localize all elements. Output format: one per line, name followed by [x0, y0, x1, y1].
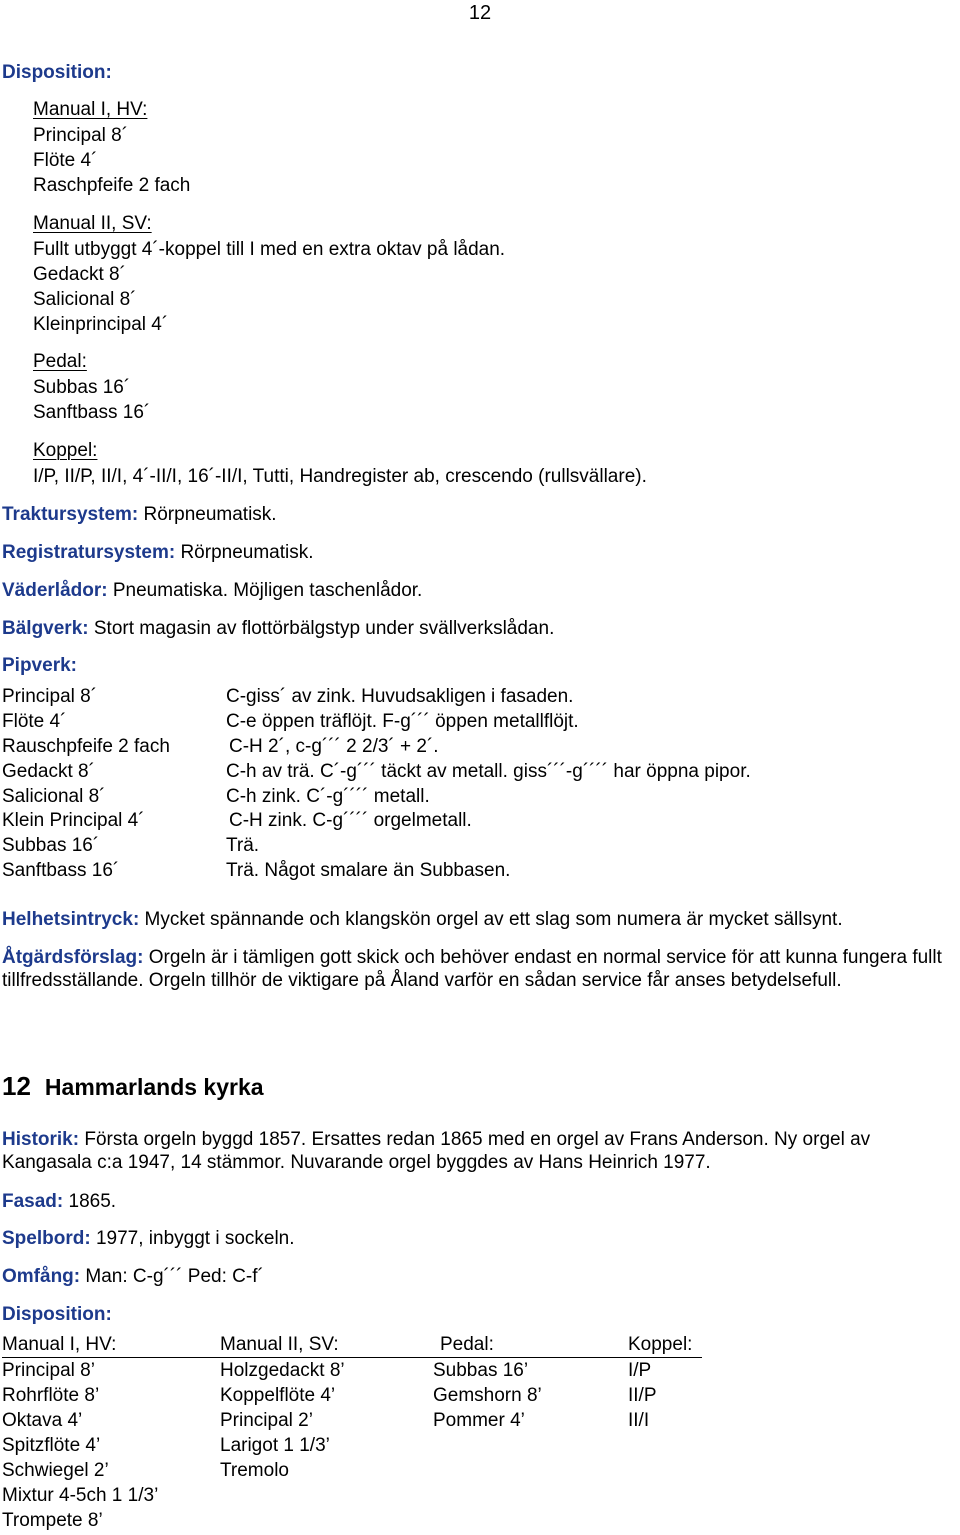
- pipverk-stop: Gedackt 8´: [2, 761, 95, 782]
- pipverk-desc: C-e öppen träflöjt. F-g´´´ öppen metallflöjt.: [226, 711, 579, 732]
- manual2-heading: Manual II, SV:: [33, 213, 152, 234]
- manual1-stop: Principal 8´: [33, 125, 129, 146]
- pedal-stop: Subbas 16´: [33, 377, 131, 398]
- spelbord-text: 1977, inbyggt i sockeln.: [90, 1228, 295, 1249]
- manual1-stop: Flöte 4´: [33, 150, 98, 171]
- stop-item: Oktava 4’: [2, 1410, 83, 1431]
- koppel-heading: Koppel:: [33, 440, 98, 461]
- pipverk-label: Pipverk:: [2, 655, 77, 676]
- section-title: Hammarlands kyrka: [44, 1074, 264, 1100]
- spelbord-label: Spelbord:: [2, 1228, 91, 1249]
- omfang-line: [2, 1266, 264, 1288]
- registratur-label: Registratursystem:: [2, 542, 176, 563]
- pipverk-desc: C-h zink. C´-g´´´´ metall.: [226, 786, 430, 807]
- atgard-label: Åtgärdsförslag:: [2, 947, 144, 968]
- manual1-heading: Manual I, HV:: [33, 99, 148, 120]
- stop-item: Spitzflöte 4’: [2, 1435, 101, 1456]
- stop-item: Schwiegel 2’: [2, 1460, 109, 1481]
- column-heading: Manual II, SV:: [220, 1334, 339, 1355]
- pipverk-desc: C-giss´ av zink. Huvudsakligen i fasaden.: [226, 686, 574, 707]
- helhet-label: Helhetsintryck:: [2, 909, 140, 930]
- pipverk-desc: C-h av trä. C´-g´´´ täckt av metall. giss´´´-g´´´´ har öppna pipor.: [226, 761, 751, 782]
- vaderlador-text: Pneumatiska. Möjligen taschenlådor.: [107, 580, 423, 601]
- atgard-text: Orgeln är i tämligen gott skick och behöver endast en normal service för att kunna fungera fullt tillfredsställande. Orgeln tillhör de viktigare på Åland varför en sådan service får anses betydelsefull.: [2, 947, 942, 991]
- stop-item: I/P: [628, 1360, 652, 1381]
- vaderlador-line: [2, 580, 422, 602]
- balgverk-label: Bälgverk:: [2, 618, 89, 639]
- stop-item: Mixtur 4-5ch 1 1/3’: [2, 1485, 159, 1506]
- pipverk-stop: Subbas 16´: [2, 835, 100, 856]
- pipverk-desc: Trä. Något smalare än Subbasen.: [226, 860, 511, 881]
- traktur-line: [2, 504, 277, 526]
- stop-item: Holzgedackt 8’: [220, 1360, 345, 1381]
- manual2-stop: Salicional 8´: [33, 289, 137, 310]
- pipverk-stop: Sanftbass 16´: [2, 860, 120, 881]
- fasad-label: Fasad:: [2, 1191, 64, 1212]
- pedal-stop: Sanftbass 16´: [33, 402, 151, 423]
- stop-item: Pommer 4’: [433, 1410, 525, 1431]
- manual2-note: Fullt utbyggt 4´-koppel till I med en extra oktav på lådan.: [33, 239, 506, 260]
- stop-item: II/P: [628, 1385, 657, 1406]
- column-heading: Manual I, HV:: [2, 1334, 117, 1355]
- traktur-text: Rörpneumatisk.: [138, 504, 277, 525]
- pipverk-stop: Principal 8´: [2, 686, 98, 707]
- historik-paragraph: [2, 1128, 952, 1174]
- traktur-label: Traktursystem:: [2, 504, 139, 525]
- helhet-text: Mycket spännande och klangskön orgel av ett slag som numera är mycket sällsynt.: [139, 909, 843, 930]
- column-heading: Pedal:: [440, 1334, 494, 1355]
- pipverk-stop: Flöte 4´: [2, 711, 67, 732]
- pipverk-desc: Trä.: [226, 835, 260, 856]
- manual1-stop: Raschpfeife 2 fach: [33, 175, 191, 196]
- registratur-text: Rörpneumatisk.: [175, 542, 314, 563]
- column-heading: Koppel:: [628, 1334, 693, 1355]
- pipverk-stop: Klein Principal 4´: [2, 810, 145, 831]
- omfang-label: Omfång:: [2, 1266, 81, 1287]
- registratur-line: [2, 542, 314, 564]
- stop-item: Tremolo: [220, 1460, 289, 1481]
- section-heading: [2, 1072, 264, 1101]
- section-number: 12: [2, 1071, 31, 1101]
- omfang-text: Man: C-g´´´ Ped: C-f´: [80, 1266, 264, 1287]
- disposition-label: Disposition:: [2, 62, 112, 83]
- pipverk-desc: C-H zink. C-g´´´´ orgelmetall.: [229, 810, 472, 831]
- manual2-stop: Kleinprincipal 4´: [33, 314, 169, 335]
- disposition-label-2: Disposition:: [2, 1304, 112, 1325]
- vaderlador-label: Väderlådor:: [2, 580, 108, 601]
- stop-item: Rohrflöte 8’: [2, 1385, 100, 1406]
- fasad-text: 1865.: [63, 1191, 117, 1212]
- pipverk-desc: C-H 2´, c-g´´´ 2 2/3´ + 2´.: [229, 736, 439, 757]
- stop-item: Principal 2’: [220, 1410, 313, 1431]
- pedal-heading: Pedal:: [33, 351, 87, 372]
- stop-item: Trompete 8’: [2, 1510, 103, 1531]
- koppel-text: I/P, II/P, II/I, 4´-II/I, 16´-II/I, Tutti, Handregister ab, crescendo (rullsvällare).: [33, 466, 647, 487]
- manual2-stop: Gedackt 8´: [33, 264, 126, 285]
- historik-label: Historik:: [2, 1129, 80, 1150]
- spelbord-line: [2, 1228, 295, 1250]
- balgverk-text: Stort magasin av flottörbälgstyp under svällverkslådan.: [88, 618, 555, 639]
- fasad-line: [2, 1191, 116, 1213]
- stop-item: Principal 8’: [2, 1360, 95, 1381]
- balgverk-line: [2, 618, 554, 640]
- pipverk-stop: Rauschpfeife 2 fach: [2, 736, 170, 757]
- atgard-paragraph: [2, 946, 952, 992]
- stop-item: Larigot 1 1/3’: [220, 1435, 330, 1456]
- stop-item: Koppelflöte 4’: [220, 1385, 336, 1406]
- historik-text: Första orgeln byggd 1857. Ersattes redan 1865 med en orgel av Frans Anderson. Ny orgel av Kangasala c:a 1947, 14 stämmor. Nuvarande orgel byggdes av Hans Heinrich 1977.: [2, 1129, 871, 1173]
- page-number: 12: [468, 2, 492, 24]
- pipverk-stop: Salicional 8´: [2, 786, 106, 807]
- stop-item: Gemshorn 8’: [433, 1385, 542, 1406]
- helhet-paragraph: [2, 908, 952, 931]
- stop-item: II/I: [628, 1410, 650, 1431]
- stop-item: Subbas 16’: [433, 1360, 529, 1381]
